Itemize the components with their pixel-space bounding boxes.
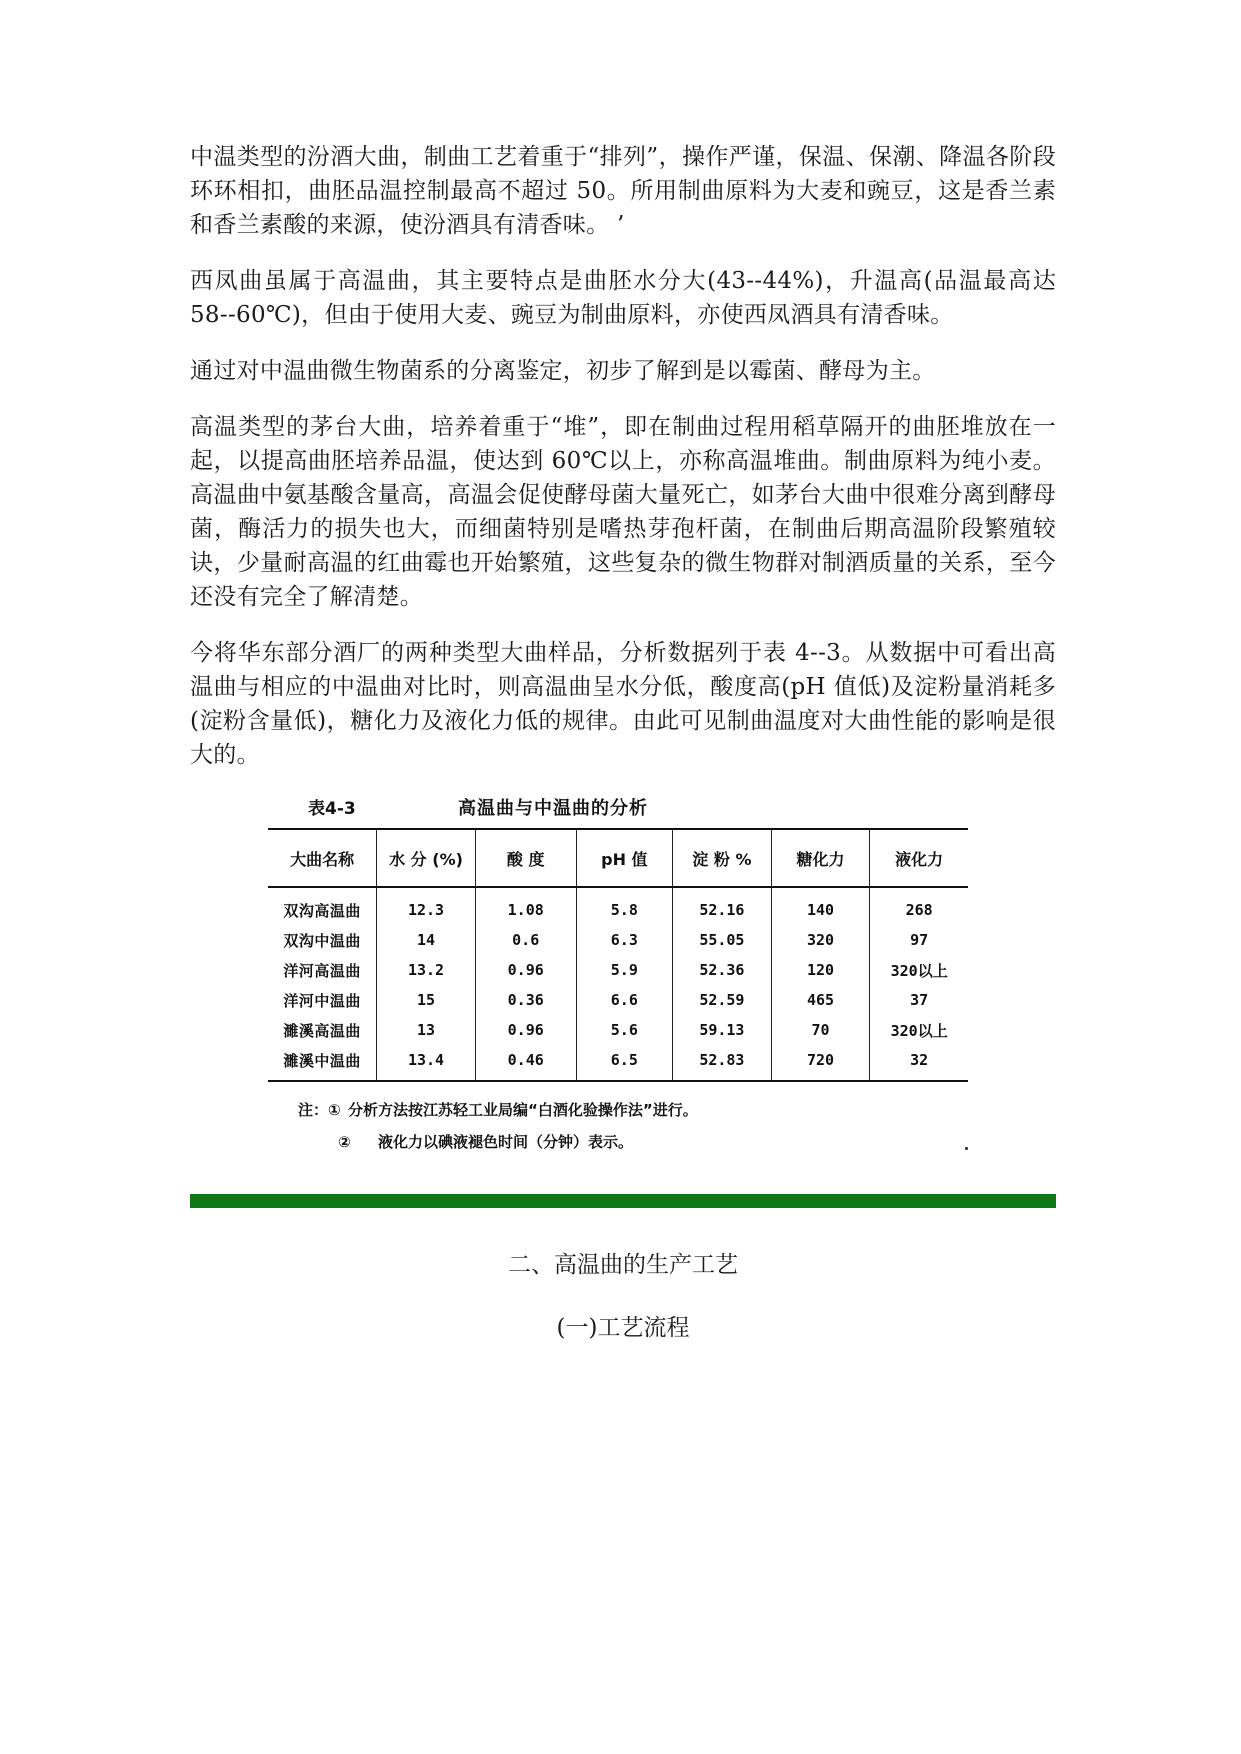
cell-liquefaction: 268: [870, 887, 968, 925]
cell-name: 洋河中温曲: [283, 991, 361, 1010]
cell-moisture: 14: [377, 925, 476, 955]
cell-acidity: 0.96: [475, 1015, 576, 1045]
header-ph: pH 值: [576, 829, 673, 887]
table-row: [268, 955, 968, 985]
cell-starch: 55.05: [673, 925, 772, 955]
analysis-table: [268, 828, 968, 1082]
cell-acidity: 0.46: [475, 1045, 576, 1081]
scan-speck: [965, 1147, 968, 1150]
cell-starch: 52.83: [673, 1045, 772, 1081]
cell-moisture: 15: [377, 985, 476, 1015]
cell-name: 双沟高温曲: [283, 901, 361, 920]
cell-acidity: 0.6: [475, 925, 576, 955]
cell-liquefaction: 97: [870, 925, 968, 955]
table-row: [268, 887, 968, 925]
header-name: 大曲名称: [290, 849, 355, 869]
cell-saccharification: 320: [771, 925, 870, 955]
paragraph-xifeng-qu: 西凤曲虽属于高温曲，其主要特点是曲胚水分大(43--44%)，升温高(品温最高达 58--60℃)，但由于使用大麦、豌豆为制曲原料，亦使西凤酒具有清香味。: [190, 268, 1056, 328]
table-number: 表4-3: [308, 799, 356, 819]
note-2: [268, 1126, 968, 1158]
table-row: [268, 985, 968, 1015]
table-row: [268, 1015, 968, 1045]
cell-name: 濉溪高温曲: [283, 1021, 361, 1040]
table-caption: [268, 794, 968, 828]
cell-name: 濉溪中温曲: [283, 1051, 361, 1070]
note-label: 注：①: [298, 1101, 341, 1119]
cell-name: 洋河高温曲: [283, 961, 361, 980]
paragraph-fen-daqu: 中温类型的汾酒大曲，制曲工艺着重于“排列”，操作严谨，保温、保潮、降温各阶段环环相扣，曲胚品温控制最高不超过 50。所用制曲原料为大麦和豌豆，这是香兰素和香兰素酸的来源，使汾酒具有清香味。 ’: [190, 144, 1056, 238]
cell-moisture: 13.2: [377, 955, 476, 985]
section-divider: [190, 1194, 1056, 1208]
analysis-table-figure: [268, 794, 968, 1158]
cell-moisture: 13: [377, 1015, 476, 1045]
cell-saccharification: 465: [771, 985, 870, 1015]
cell-liquefaction: 320以上: [870, 955, 968, 985]
paragraph-microbe: 通过对中温曲微生物菌系的分离鉴定，初步了解到是以霉菌、酵母为主。: [190, 358, 936, 384]
cell-name: 双沟中温曲: [283, 931, 361, 950]
cell-ph: 5.6: [576, 1015, 673, 1045]
cell-moisture: 12.3: [377, 887, 476, 925]
note-1-text: 分析方法按江苏轻工业局编“白酒化验操作法”进行。: [348, 1101, 698, 1119]
cell-starch: 59.13: [673, 1015, 772, 1045]
cell-ph: 6.3: [576, 925, 673, 955]
note-2-text: 液化力以碘液褪色时间（分钟）表示。: [378, 1133, 634, 1151]
note-1: [268, 1094, 968, 1126]
paragraph-maotai-daqu: 高温类型的茅台大曲，培养着重于“堆”，即在制曲过程用稻草隔开的曲胚堆放在一起，以提高曲胚培养品温，使达到 60℃以上，亦称高温堆曲。制曲原料为纯小麦。高温曲中氨基酸含量高，高温会促使酵母菌大量死亡，如茅台大曲中很难分离到酵母菌，酶活力的损失也大，而细菌特别是嗜热芽孢杆菌，在制曲后期高温阶段繁殖较诀，少量耐高温的红曲霉也开始繁殖，这些复杂的微生物群对制酒质量的关系，至今还没有完全了解清楚。: [190, 414, 1056, 610]
cell-saccharification: 140: [771, 887, 870, 925]
cell-acidity: 0.96: [475, 955, 576, 985]
cell-acidity: 1.08: [475, 887, 576, 925]
header-starch: 淀 粉 %: [673, 829, 772, 887]
section-heading: 二、高温曲的生产工艺: [508, 1252, 738, 1278]
header-saccharification: 糖化力: [771, 829, 870, 887]
cell-moisture: 13.4: [377, 1045, 476, 1081]
header-liquefaction: 液化力: [870, 829, 968, 887]
cell-acidity: 0.36: [475, 985, 576, 1015]
cell-starch: 52.59: [673, 985, 772, 1015]
cell-ph: 6.5: [576, 1045, 673, 1081]
header-acidity: 酸 度: [475, 829, 576, 887]
cell-liquefaction: 37: [870, 985, 968, 1015]
cell-starch: 52.16: [673, 887, 772, 925]
note-2-marker: ②: [338, 1133, 351, 1151]
cell-liquefaction: 320以上: [870, 1015, 968, 1045]
cell-liquefaction: 32: [870, 1045, 968, 1081]
cell-starch: 52.36: [673, 955, 772, 985]
table-notes: [268, 1094, 968, 1158]
cell-saccharification: 720: [771, 1045, 870, 1081]
table-header-row: [268, 829, 968, 887]
document-body: [190, 140, 1056, 1342]
table-row: [268, 1045, 968, 1081]
cell-saccharification: 120: [771, 955, 870, 985]
table-row: [268, 925, 968, 955]
cell-ph: 5.9: [576, 955, 673, 985]
table-title: 高温曲与中温曲的分析: [458, 798, 648, 819]
paragraph-analysis: 今将华东部分酒厂的两种类型大曲样品，分析数据列于表 4--3。从数据中可看出高温曲与相应的中温曲对比时，则高温曲呈水分低，酸度高(pH 值低)及淀粉量消耗多(淀粉含量低)，糖化力及液化力低的规律。由此可见制曲温度对大曲性能的影响是很大的。: [190, 640, 1056, 768]
cell-ph: 6.6: [576, 985, 673, 1015]
cell-ph: 5.8: [576, 887, 673, 925]
header-moisture: 水 分 (%): [377, 829, 476, 887]
sub-heading: (一)工艺流程: [556, 1315, 690, 1341]
cell-saccharification: 70: [771, 1015, 870, 1045]
